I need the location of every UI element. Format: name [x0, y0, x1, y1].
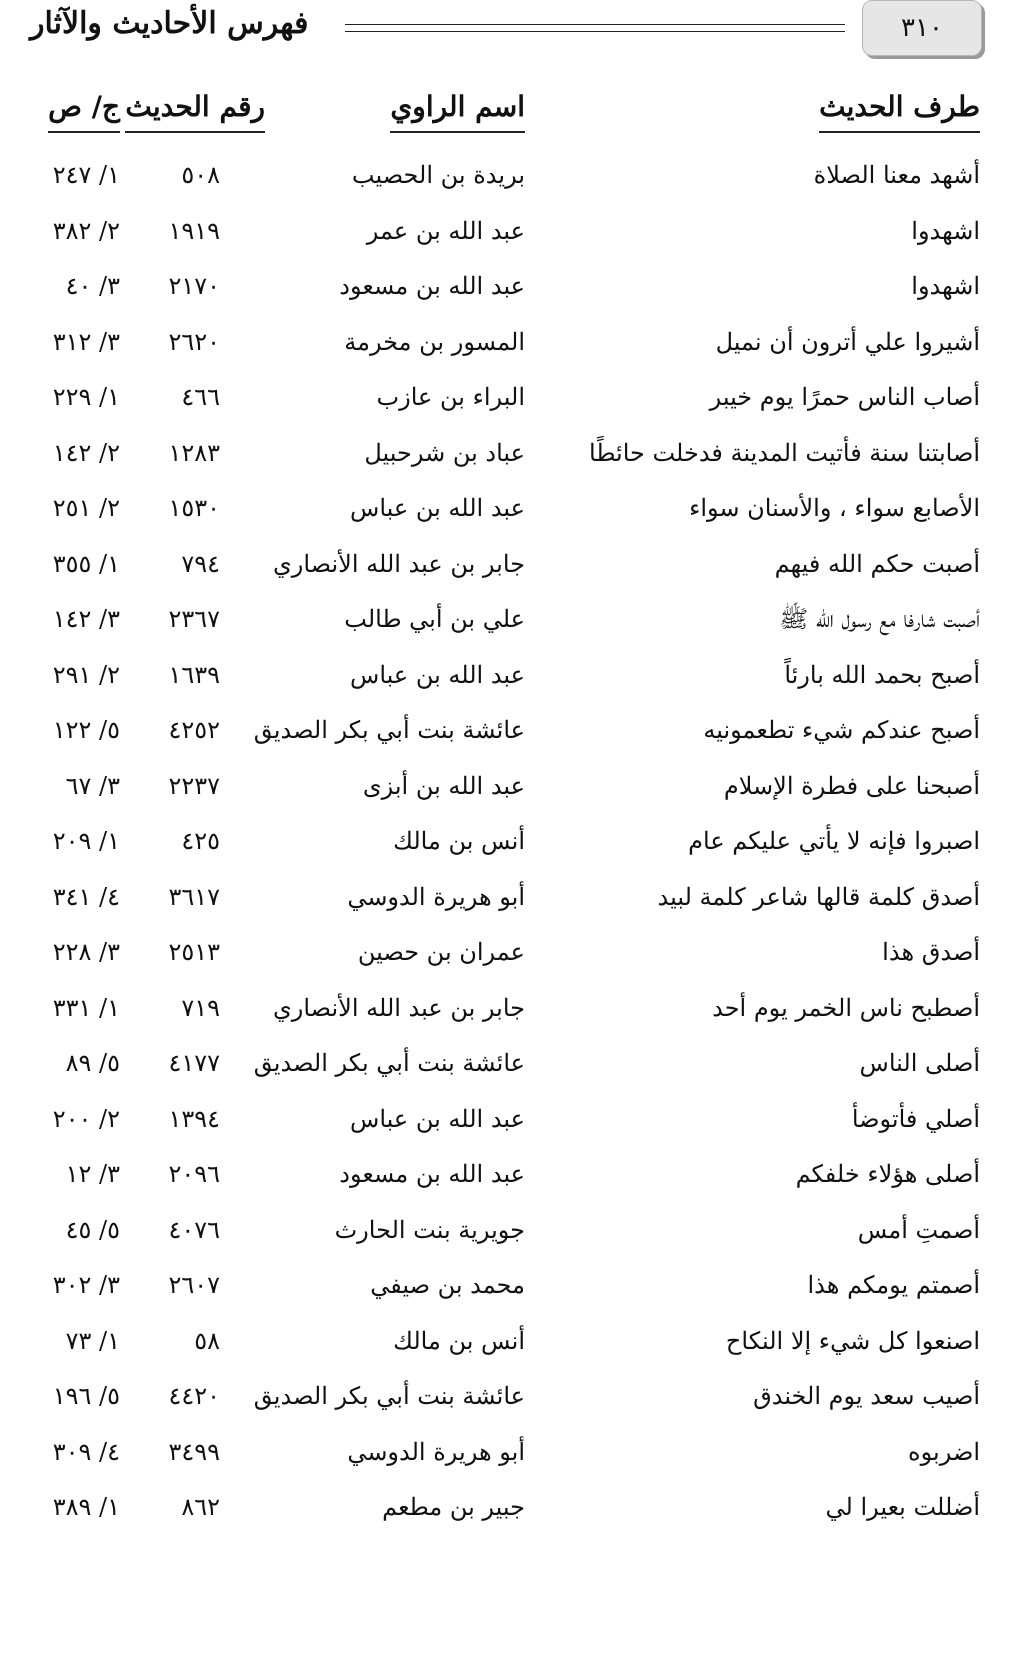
volume-page-cell: ٢/ ٢٠٠	[52, 1104, 120, 1133]
volume-page-cell: ٣/ ٢٢٨	[52, 938, 120, 966]
page-number-box	[862, 0, 982, 56]
hadith-start-cell: الأصابع سواء ، والأسنان سواء	[689, 494, 980, 522]
hadith-number-cell: ٨٦٢	[181, 1493, 220, 1521]
table-row	[0, 932, 1010, 988]
hadith-number-cell: ٧١٩	[181, 993, 220, 1022]
hadith-start-cell: أصدق هذا	[882, 938, 980, 966]
table-row	[0, 377, 1010, 433]
narrator-cell: جابر بن عبد الله الأنصاري	[272, 549, 525, 578]
hadith-start-cell: أصمتِ أمس	[857, 1215, 980, 1244]
narrator-cell: محمد بن صيفي	[370, 1271, 525, 1299]
header-rule-bottom	[345, 31, 845, 32]
hadith-start-cell: اصنعوا كل شيء إلا النكاح	[725, 1326, 980, 1355]
table-row	[0, 599, 1010, 655]
narrator-cell: عبد الله بن مسعود	[339, 1160, 525, 1188]
running-title: فهرس الأحاديث والآثار	[30, 6, 309, 41]
page-header	[0, 0, 1010, 70]
volume-page-cell: ٣/ ٣١٢	[52, 327, 120, 356]
hadith-number-cell: ٧٩٤	[181, 549, 220, 578]
volume-page-cell: ٣/ ٣٠٢	[52, 1271, 120, 1299]
narrator-cell: عبد الله بن أبزى	[362, 771, 525, 800]
narrator-cell: جابر بن عبد الله الأنصاري	[272, 993, 525, 1022]
hadith-start-cell: أصدق كلمة قالها شاعر كلمة لبيد	[657, 882, 980, 911]
table-row	[0, 1376, 1010, 1432]
hadith-number-cell: ١٩١٩	[168, 216, 220, 245]
hadith-number-cell: ٢١٧٠	[168, 272, 220, 300]
hadith-number-cell: ١٣٩٤	[168, 1104, 220, 1133]
hadith-number-cell: ٣٦١٧	[168, 882, 220, 911]
hadith-number-cell: ٢٦٠٧	[168, 1271, 220, 1299]
hadith-number-cell: ٥٠٨	[181, 161, 220, 189]
table-row	[0, 655, 1010, 711]
column-header-hadith-number: رقم الحديث	[125, 90, 265, 133]
hadith-number-cell: ٤٠٧٦	[168, 1215, 220, 1244]
volume-page-cell: ٤/ ٣٠٩	[52, 1437, 120, 1466]
volume-page-cell: ١/ ٧٣	[65, 1326, 120, 1355]
hadith-start-cell: أضللت بعيرا لي	[825, 1493, 980, 1521]
table-row	[0, 1154, 1010, 1210]
narrator-cell: المسور بن مخرمة	[344, 327, 525, 356]
volume-page-cell: ٥/ ١٢٢	[52, 716, 120, 744]
hadith-number-cell: ٢٢٣٧	[168, 771, 220, 800]
narrator-cell: جبير بن مطعم	[382, 1493, 525, 1521]
hadith-start-cell: أصبح عندكم شيء تطعمونيه	[703, 716, 980, 744]
hadith-number-cell: ١٥٣٠	[168, 494, 220, 522]
hadith-start-cell: أصبت شارفا مع رسول الله ﷺ	[779, 605, 980, 633]
table-row	[0, 322, 1010, 378]
narrator-cell: عبد الله بن عباس	[350, 494, 525, 522]
table-row	[0, 1210, 1010, 1266]
table-row	[0, 266, 1010, 322]
hadith-start-cell: أصبت حكم الله فيهم	[774, 549, 980, 578]
hadith-number-cell: ٤٤٢٠	[168, 1382, 220, 1410]
volume-page-cell: ٤/ ٣٤١	[52, 882, 120, 911]
table-row	[0, 988, 1010, 1044]
volume-page-cell: ٥/ ١٩٦	[52, 1382, 120, 1410]
table-row	[0, 544, 1010, 600]
header-rule-top	[345, 24, 845, 25]
volume-page-cell: ١/ ٢٠٩	[52, 827, 120, 855]
volume-page-cell: ٢/ ٣٨٢	[52, 216, 120, 245]
narrator-cell: عبد الله بن عباس	[350, 660, 525, 689]
table-row	[0, 1487, 1010, 1543]
hadith-start-cell: أصبح بحمد الله بارئاً	[784, 660, 980, 689]
narrator-cell: عباد بن شرحبيل	[364, 438, 525, 467]
hadith-number-cell: ٥٨	[194, 1326, 220, 1355]
hadith-start-cell: اضربوه	[908, 1437, 980, 1466]
hadith-start-cell: أشيروا علي أترون أن نميل	[715, 327, 980, 356]
hadith-number-cell: ٢٦٢٠	[168, 327, 220, 356]
table-row	[0, 488, 1010, 544]
hadith-number-cell: ٢٠٩٦	[168, 1160, 220, 1188]
narrator-cell: أبو هريرة الدوسي	[347, 882, 525, 911]
hadith-start-cell: أصبحنا على فطرة الإسلام	[723, 771, 980, 800]
table-row	[0, 877, 1010, 933]
hadith-number-cell: ٢٣٦٧	[168, 605, 220, 633]
narrator-cell: أنس بن مالك	[393, 1326, 525, 1355]
table-row	[0, 1432, 1010, 1488]
hadith-start-cell: أصمتم يومكم هذا	[807, 1271, 980, 1299]
volume-page-cell: ١/ ٣٨٩	[52, 1493, 120, 1521]
table-row	[0, 1043, 1010, 1099]
hadith-number-cell: ٢٥١٣	[168, 938, 220, 966]
table-row	[0, 710, 1010, 766]
hadith-start-cell: أصيب سعد يوم الخندق	[753, 1382, 980, 1410]
table-row	[0, 1265, 1010, 1321]
volume-page-cell: ١/ ٢٤٧	[52, 161, 120, 189]
volume-page-cell: ٣/ ١٤٢	[52, 605, 120, 633]
hadith-number-cell: ١٦٣٩	[168, 660, 220, 689]
volume-page-cell: ٥/ ٨٩	[65, 1049, 120, 1077]
volume-page-cell: ١/ ٣٥٥	[52, 549, 120, 578]
hadith-start-cell: أصلى هؤلاء خلفكم	[795, 1160, 980, 1188]
hadith-number-cell: ٤٢٥٢	[168, 716, 220, 744]
narrator-cell: بريدة بن الحصيب	[351, 161, 525, 189]
narrator-cell: البراء بن عازب	[376, 383, 525, 411]
volume-page-cell: ٢/ ٢٩١	[52, 660, 120, 689]
index-table	[0, 155, 1010, 1543]
hadith-number-cell: ٤٦٦	[181, 383, 220, 411]
hadith-number-cell: ١٢٨٣	[168, 438, 220, 467]
narrator-cell: عبد الله بن عباس	[350, 1104, 525, 1133]
volume-page-cell: ١/ ٢٢٩	[52, 383, 120, 411]
volume-page-cell: ٣/ ٤٠	[65, 272, 120, 300]
volume-page-cell: ٥/ ٤٥	[65, 1215, 120, 1244]
hadith-start-cell: أصلى الناس	[859, 1049, 980, 1077]
column-header-hadith-start: طرف الحديث	[819, 90, 980, 133]
narrator-cell: أنس بن مالك	[393, 827, 525, 855]
narrator-cell: جويرية بنت الحارث	[334, 1215, 525, 1244]
volume-page-cell: ٢/ ٢٥١	[52, 494, 120, 522]
narrator-cell: عائشة بنت أبي بكر الصديق	[253, 1382, 525, 1410]
narrator-cell: عائشة بنت أبي بكر الصديق	[253, 1049, 525, 1077]
volume-page-cell: ٢/ ١٤٢	[52, 438, 120, 467]
table-row	[0, 1321, 1010, 1377]
narrator-cell: عبد الله بن مسعود	[339, 272, 525, 300]
hadith-start-cell: أشهد معنا الصلاة	[813, 161, 980, 189]
hadith-start-cell: اشهدوا	[911, 216, 980, 245]
table-row	[0, 211, 1010, 267]
table-row	[0, 155, 1010, 211]
table-row	[0, 433, 1010, 489]
narrator-cell: أبو هريرة الدوسي	[347, 1437, 525, 1466]
hadith-start-cell: أصطبح ناس الخمر يوم أحد	[712, 993, 980, 1022]
column-header-volume-page: ج/ ص	[48, 90, 120, 133]
hadith-number-cell: ٤١٧٧	[168, 1049, 220, 1077]
hadith-start-cell: اشهدوا	[911, 272, 980, 300]
table-row	[0, 1099, 1010, 1155]
table-row	[0, 821, 1010, 877]
narrator-cell: عبد الله بن عمر	[366, 216, 525, 245]
volume-page-cell: ٣/ ١٢	[65, 1160, 120, 1188]
page-number: ٣١٠	[901, 13, 943, 43]
hadith-start-cell: أصابتنا سنة فأتيت المدينة فدخلت حائطًا	[589, 438, 980, 467]
hadith-start-cell: اصبروا فإنه لا يأتي عليكم عام	[688, 827, 980, 855]
column-header-narrator: اسم الراوي	[390, 90, 525, 133]
narrator-cell: عائشة بنت أبي بكر الصديق	[253, 716, 525, 744]
volume-page-cell: ٣/ ٦٧	[65, 771, 120, 800]
hadith-number-cell: ٤٢٥	[181, 827, 220, 855]
hadith-start-cell: أصاب الناس حمرًا يوم خيبر	[709, 383, 980, 411]
table-row	[0, 766, 1010, 822]
narrator-cell: عمران بن حصين	[357, 938, 525, 966]
volume-page-cell: ١/ ٣٣١	[52, 993, 120, 1022]
hadith-number-cell: ٣٤٩٩	[168, 1437, 220, 1466]
narrator-cell: علي بن أبي طالب	[344, 605, 525, 633]
hadith-start-cell: أصلي فأتوضأ	[851, 1104, 980, 1133]
